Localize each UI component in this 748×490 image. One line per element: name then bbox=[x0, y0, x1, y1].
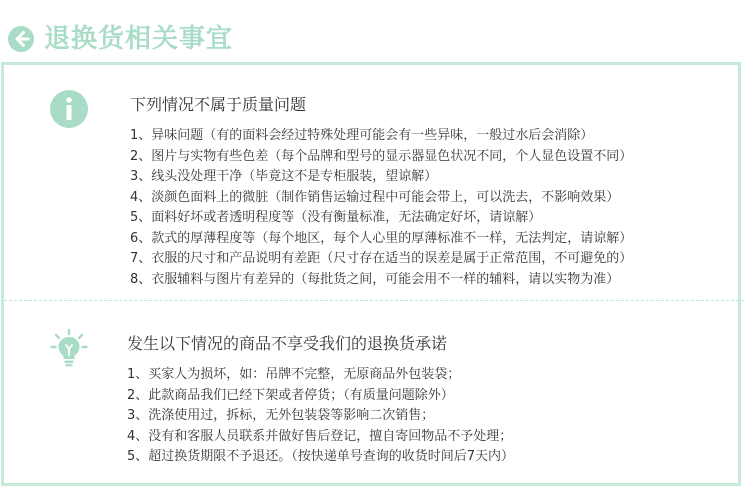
list-item: 5、面料好坏或者透明程度等（没有衡量标准，无法确定好坏，请谅解） bbox=[130, 210, 542, 225]
no-return-title: 发生以下情况的商品不享受我们的退换货承诺 bbox=[127, 334, 448, 353]
list-item: 4、淡颜色面料上的微脏（制作销售运输过程中可能会带上，可以洗去，不影响效果） bbox=[130, 189, 620, 205]
header bbox=[0, 0, 748, 62]
list-item: 5、超过换货期限不予退还。（按快递单号查询的收货时间后7天内） bbox=[127, 449, 515, 464]
list-item: 1、买家人为损坏，如：吊牌不完整，无原商品外包装袋； bbox=[127, 367, 461, 382]
list-item: 7、衣服的尺寸和产品说明有差距（尺寸存在适当的误差是属于正常范围，不可避免的） bbox=[130, 251, 633, 266]
list-item: 8、衣服辅料与图片有差异的（每批货之间，可能会用不一样的辅料，请以实物为准） bbox=[130, 271, 620, 287]
list-item: 2、此款商品我们已经下架或者停货；（有质量问题除外） bbox=[127, 387, 454, 403]
section-divider bbox=[4, 300, 744, 301]
list-item: 1、异味问题（有的面料会经过特殊处理可能会有一些异味，一般过水后会消除） bbox=[130, 128, 594, 143]
page-title: 退换货相关事宜 bbox=[44, 24, 234, 54]
chevron-left-circle-icon bbox=[7, 25, 35, 53]
not-quality-issue-list bbox=[130, 126, 632, 290]
no-return-list bbox=[127, 365, 514, 468]
list-item: 2、图片与实物有些色差（每个品牌和型号的显示器显色状况不同，个人显色设置不同） bbox=[130, 148, 633, 164]
list-item: 3、线头没处理干净（毕竟这不是专柜服装，望谅解） bbox=[130, 169, 438, 184]
list-item: 4、没有和客服人员联系并做好售后登记，擅自寄回物品不予处理； bbox=[127, 428, 513, 444]
lightbulb-icon bbox=[49, 328, 89, 368]
list-item: 6、款式的厚薄程度等（每个地区，每个人心里的厚薄标准不一样，无法判定，请谅解） bbox=[130, 230, 633, 246]
not-quality-issue-title: 下列情况不属于质量问题 bbox=[130, 95, 307, 114]
list-item: 3、洗涤使用过，拆标，无外包装袋等影响二次销售； bbox=[127, 408, 435, 423]
info-icon bbox=[49, 89, 89, 129]
